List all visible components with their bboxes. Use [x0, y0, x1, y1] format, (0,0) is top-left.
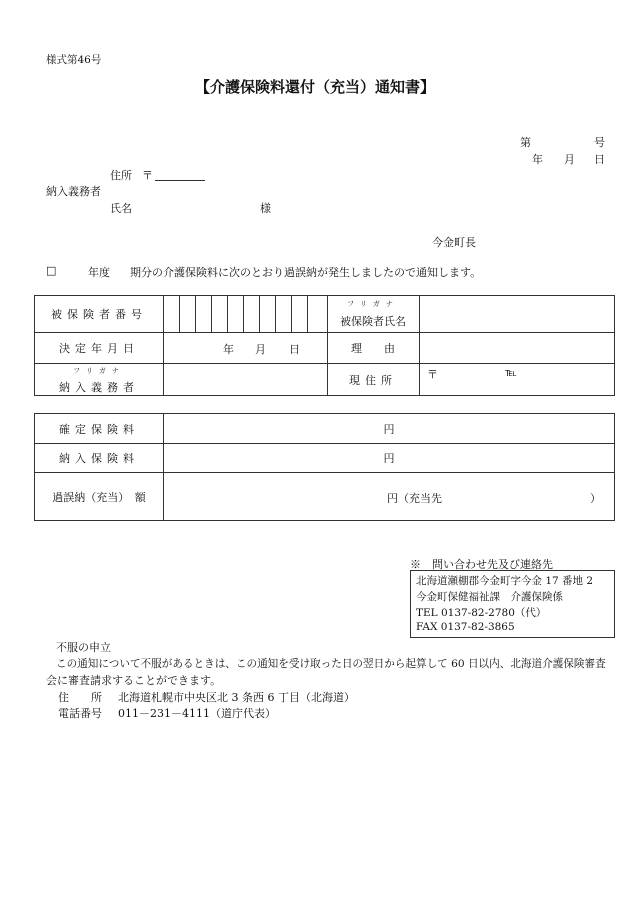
appeal-phone-value: 011－231－4111（道庁代表） — [118, 707, 276, 720]
current-postal-mark: 〒 — [427, 368, 438, 381]
decision-day: 日 — [289, 343, 300, 356]
notice-nendo: 年度 — [88, 266, 110, 279]
decision-month: 月 — [255, 343, 266, 356]
contact-fax: FAX 0137-82-3865 — [416, 621, 515, 633]
contact-tel: TEL 0137-82-2780（代） — [416, 607, 547, 619]
appeal-body-line2: 会に審査請求することができます。 — [46, 674, 222, 687]
paid-premium-unit: 円 — [383, 451, 395, 465]
page-title: 【介護保険料還付（充当）通知書】 — [194, 78, 435, 96]
notice-text: 期分の介護保険料に次のとおり過誤納が発生しましたので通知します。 — [130, 266, 482, 279]
appeal-address-label: 住 所 — [58, 691, 102, 704]
issuer: 今金町長 — [432, 236, 476, 249]
date-day: 日 — [594, 153, 605, 166]
insured-name-field[interactable] — [419, 296, 615, 332]
sama-honorific: 様 — [260, 202, 271, 215]
overpaid-unit: 円（充当先 — [387, 492, 442, 505]
contact-address: 北海道瀬棚郡今金町字今金 17 番地 2 — [416, 575, 594, 587]
decision-year: 年 — [223, 343, 234, 356]
confirmed-premium-unit: 円 — [383, 422, 395, 436]
name-label: 氏名 — [110, 202, 132, 215]
address-label: 住所 — [110, 169, 132, 182]
notice-checkbox: □ — [46, 264, 57, 277]
appeal-heading: 不服の申立 — [56, 641, 111, 654]
form-number: 様式第46号 — [46, 54, 102, 66]
contact-department: 今金町保健福祉課 介護保険係 — [416, 591, 563, 603]
date-year: 年 — [532, 153, 543, 166]
insured-info-table — [34, 295, 615, 396]
decision-date-label: 決定年月日 — [59, 341, 139, 355]
overpaid-label: 過誤納（充当） 額 — [52, 490, 146, 504]
insured-number-label: 被保険者番号 — [51, 308, 147, 321]
reason-label: 理 由 — [351, 341, 395, 355]
postal-mark: 〒 — [142, 169, 153, 182]
insured-furigana-label: フリガナ — [347, 300, 399, 308]
payer-furigana-label: フリガナ — [73, 367, 125, 375]
payer-label: 納入義務者 — [59, 381, 139, 394]
date-month: 月 — [564, 153, 575, 166]
overpaid-close: ） — [590, 492, 601, 505]
contact-box — [410, 570, 615, 638]
postal-underline — [155, 180, 205, 181]
appeal-address-value: 北海道札幌市中央区北 3 条西 6 丁目（北海道） — [118, 691, 355, 704]
confirmed-premium-label: 確定保険料 — [59, 422, 139, 436]
insured-name-label: 被保険者氏名 — [340, 315, 406, 328]
tel-icon: ℡ — [505, 366, 517, 379]
appeal-phone-label: 電話番号 — [58, 707, 102, 720]
contact-heading: ※ 問い合わせ先及び連絡先 — [410, 558, 553, 571]
premium-table — [34, 413, 615, 521]
number-suffix: 号 — [594, 136, 605, 149]
number-prefix: 第 — [520, 136, 531, 149]
paid-premium-label: 納入保険料 — [59, 451, 139, 465]
current-address-label: 現住所 — [349, 373, 397, 387]
payer-group-label: 納入義務者 — [46, 185, 101, 198]
appeal-body-line1: この通知について不服があるときは、この通知を受け取った日の翌日から起算して 60 日以内、北海道介護保険審査 — [56, 658, 606, 670]
